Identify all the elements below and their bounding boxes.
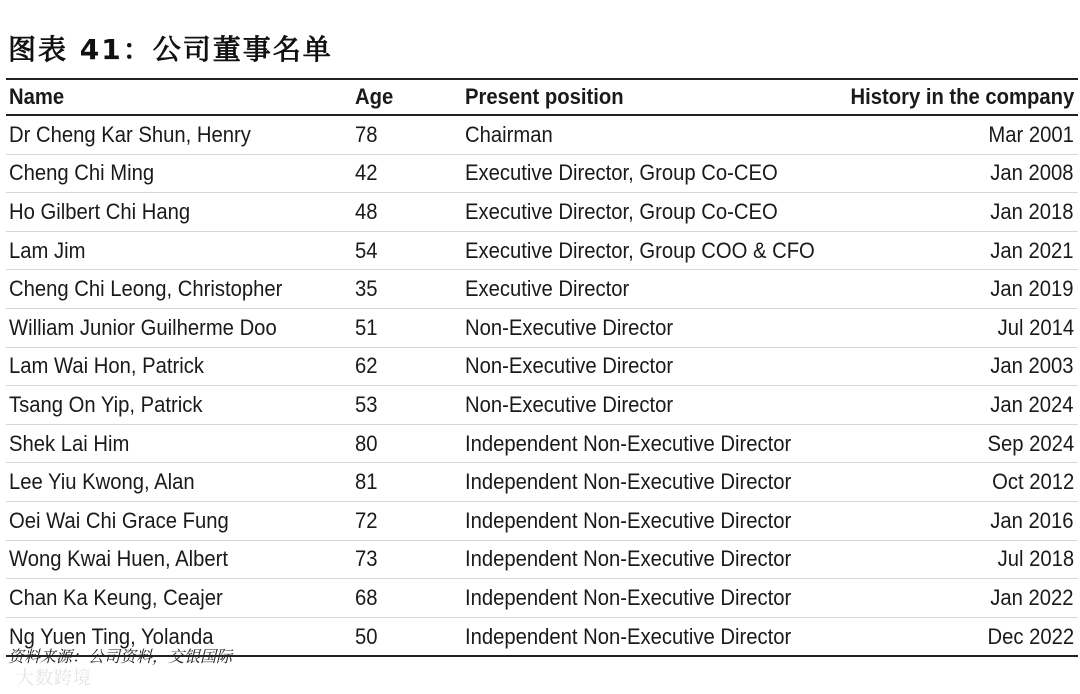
header-age: Age — [355, 84, 394, 109]
header-history: History in the company — [850, 84, 1074, 109]
cell-age: 78 — [355, 121, 378, 147]
cell-history: Jul 2014 — [997, 314, 1074, 340]
cell-age: 73 — [355, 546, 378, 572]
cell-name: Tsang On Yip, Patrick — [9, 391, 203, 417]
table-row — [6, 155, 1078, 194]
cell-name: William Junior Guilherme Doo — [9, 314, 277, 340]
cell-age: 50 — [355, 623, 378, 649]
cell-position: Independent Non-Executive Director — [465, 469, 792, 495]
table-row — [6, 309, 1078, 348]
cell-name: Chan Ka Keung, Ceajer — [9, 584, 223, 610]
watermark: 大数跨境 — [16, 668, 92, 689]
cell-name: Lee Yiu Kwong, Alan — [9, 469, 195, 495]
cell-history: Jan 2003 — [990, 353, 1074, 379]
cell-age: 80 — [355, 430, 378, 456]
table-row — [6, 270, 1078, 309]
cell-position: Non-Executive Director — [465, 314, 674, 340]
header-name: Name — [9, 84, 65, 109]
cell-history: Oct 2012 — [991, 469, 1074, 495]
cell-history: Jul 2018 — [997, 546, 1074, 572]
table-row — [6, 425, 1078, 464]
cell-name: Dr Cheng Kar Shun, Henry — [9, 121, 251, 147]
cell-name: Ho Gilbert Chi Hang — [9, 198, 191, 224]
cell-history: Mar 2001 — [988, 121, 1074, 147]
cell-position: Non-Executive Director — [465, 353, 674, 379]
cell-name: Cheng Chi Ming — [9, 160, 155, 186]
table-row — [6, 232, 1078, 271]
table-header-row — [6, 80, 1078, 116]
cell-history: Jan 2024 — [990, 391, 1074, 417]
cell-history: Dec 2022 — [987, 623, 1074, 649]
cell-name: Ng Yuen Ting, Yolanda — [9, 623, 214, 649]
table-body — [6, 116, 1078, 657]
cell-name: Lam Jim — [9, 237, 86, 263]
header-present-position: Present position — [465, 84, 624, 109]
cell-position: Non-Executive Director — [465, 391, 674, 417]
cell-position: Executive Director, Group Co-CEO — [465, 160, 778, 186]
cell-history: Jan 2008 — [990, 160, 1074, 186]
cell-position: Executive Director, Group Co-CEO — [465, 198, 778, 224]
cell-position: Independent Non-Executive Director — [465, 546, 792, 572]
table-row — [6, 579, 1078, 618]
table-row — [6, 348, 1078, 387]
cell-history: Jan 2016 — [990, 507, 1074, 533]
cell-position: Executive Director — [465, 276, 630, 302]
figure-title: 图表 41：公司董事名单 — [8, 33, 333, 66]
table-row — [6, 502, 1078, 541]
cell-age: 54 — [355, 237, 378, 263]
cell-age: 35 — [355, 276, 378, 302]
cell-age: 42 — [355, 160, 378, 186]
cell-position: Independent Non-Executive Director — [465, 430, 792, 456]
cell-age: 48 — [355, 198, 378, 224]
table-row — [6, 386, 1078, 425]
cell-position: Executive Director, Group COO & CFO — [465, 237, 815, 263]
cell-position: Independent Non-Executive Director — [465, 584, 792, 610]
cell-name: Oei Wai Chi Grace Fung — [9, 507, 229, 533]
table-row — [6, 541, 1078, 580]
cell-age: 53 — [355, 391, 378, 417]
cell-history: Jan 2022 — [990, 584, 1074, 610]
cell-history: Jan 2021 — [990, 237, 1074, 263]
table-row — [6, 463, 1078, 502]
cell-position: Chairman — [465, 121, 553, 147]
table-row — [6, 193, 1078, 232]
cell-age: 51 — [355, 314, 378, 340]
cell-age: 68 — [355, 584, 378, 610]
cell-history: Jan 2019 — [990, 276, 1074, 302]
cell-name: Lam Wai Hon, Patrick — [9, 353, 204, 379]
cell-name: Shek Lai Him — [9, 430, 130, 456]
source-note: 资料来源：公司资料，交银国际 — [8, 647, 233, 666]
cell-age: 62 — [355, 353, 378, 379]
table-row — [6, 116, 1078, 155]
cell-position: Independent Non-Executive Director — [465, 623, 792, 649]
cell-history: Jan 2018 — [990, 198, 1074, 224]
cell-position: Independent Non-Executive Director — [465, 507, 792, 533]
cell-history: Sep 2024 — [987, 430, 1074, 456]
cell-age: 81 — [355, 469, 378, 495]
cell-name: Cheng Chi Leong, Christopher — [9, 276, 283, 302]
cell-name: Wong Kwai Huen, Albert — [9, 546, 229, 572]
cell-age: 72 — [355, 507, 378, 533]
